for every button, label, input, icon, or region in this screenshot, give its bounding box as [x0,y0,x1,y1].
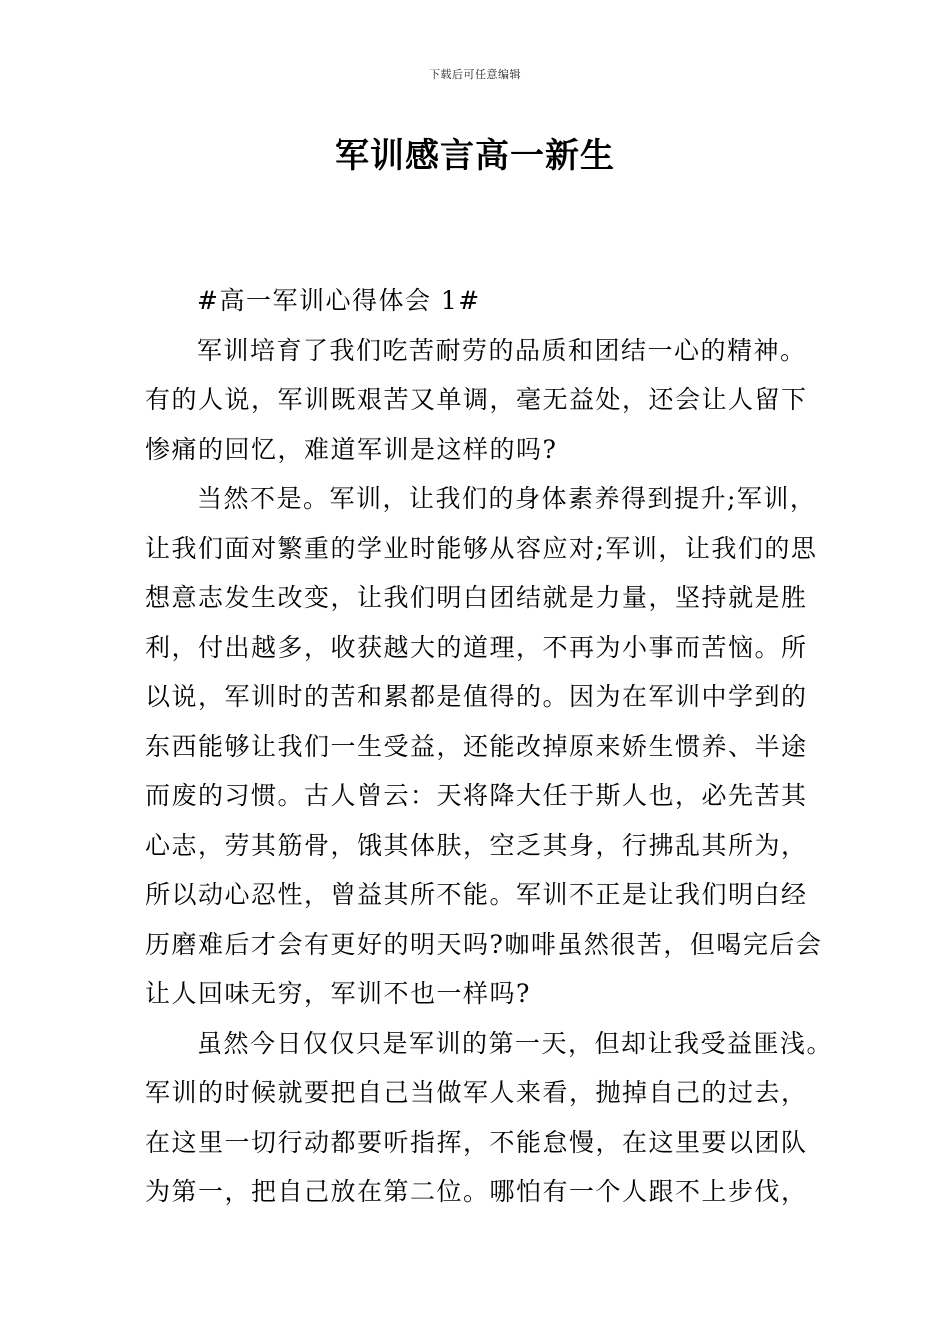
text-line: 为第一，把自己放在第二位。哪怕有一个人跟不上步伐， [145,1177,808,1206]
text-line: 当然不是。军训，让我们的身体素养得到提升;军训， [197,484,817,513]
text-line: 而废的习惯。古人曾云：天将降大任于斯人也，必先苦其 [145,781,808,810]
text-line: 历磨难后才会有更好的明天吗?咖啡虽然很苦，但喝完后会 [145,929,823,959]
text-line: 军训的时候就要把自己当做军人来看，抛掉自己的过去， [145,1078,808,1107]
text-line: 想意志发生改变，让我们明白团结就是力量，坚持就是胜 [145,583,808,612]
text-line: 所以动心忍性，曾益其所不能。军训不正是让我们明白经 [145,880,808,909]
text-line: 心志，劳其筋骨，饿其体肤，空乏其身，行拂乱其所为， [145,830,808,860]
text-line: 利，付出越多，收获越大的道理，不再为小事而苦恼。所 [145,632,808,662]
text-line: 让人回味无穷，军训不也一样吗? [145,979,531,1008]
text-line: 东西能够让我们一生受益，还能改掉原来娇生惯养、半途 [145,731,808,761]
text-line: 虽然今日仅仅只是军训的第一天，但却让我受益匪浅。 [197,1028,834,1058]
text-line: 有的人说，军训既艰苦又单调，毫无益处，还会让人留下 [145,385,808,414]
text-line: 军训培育了我们吃苦耐劳的品质和团结一心的精神。 [197,335,807,365]
page-title: 军训感言高一新生 [335,136,615,176]
document-body [145,276,834,1217]
text-line: 让我们面对繁重的学业时能够从容应对;军训，让我们的思 [145,533,818,563]
text-line: 以说，军训时的苦和累都是值得的。因为在军训中学到的 [145,682,808,711]
text-line: 在这里一切行动都要听指挥，不能怠慢，在这里要以团队 [145,1127,808,1157]
header-note: 下载后可任意编辑 [429,68,521,81]
text-line: #高一军训心得体会 1# [197,286,481,315]
text-line: 惨痛的回忆，难道军训是这样的吗? [145,434,558,464]
